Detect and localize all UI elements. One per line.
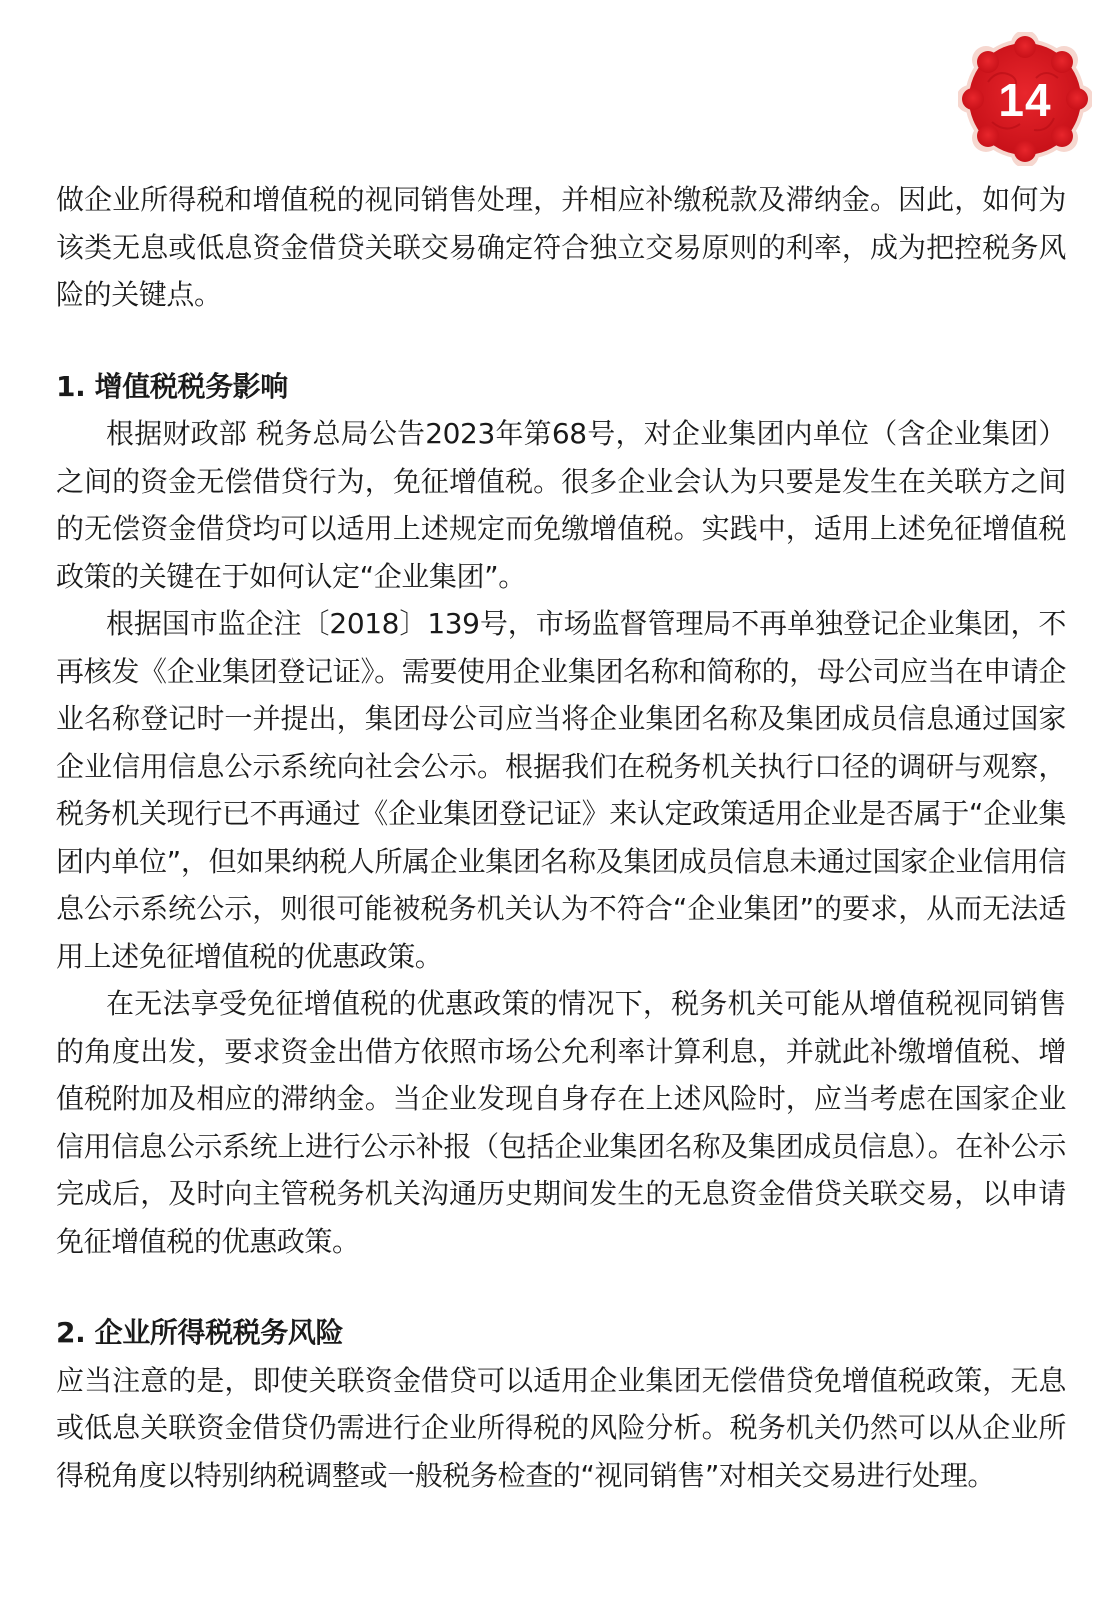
section-1-paragraph-3: 在无法享受免征增值税的优惠政策的情况下，税务机关可能从增值税视同销售的角度出发，要求资金出借方依照市场公允利率计算利息，并就此补缴增值税、增值税附加及相应的滞纳金。当企业发现自身存在上述风险时，应当考虑在国家企业信用信息公示系统上进行公示补报（包括企业集团名称及集团成员信息）。在补公示完成后，及时向主管税务机关沟通历史期间发生的无息资金借贷关联交易，以申请免征增值税的优惠政策。 (56, 987, 1066, 1258)
section-1-paragraph-2: 根据国市监企注〔2018〕139号，市场监督管理局不再单独登记企业集团，不再核发《企业集团登记证》。需要使用企业集团名称和简称的，母公司应当在申请企业名称登记时一并提出，集团母公司应当将企业集团名称及集团成员信息通过国家企业信用信息公示系统向社会公示。根据我们在税务机关执行口径的调研与观察，税务机关现行已不再通过《企业集团登记证》来认定政策适用企业是否属于“企业集团内单位”，但如果纳税人所属企业集团名称及集团成员信息未通过国家企业信用信息公示系统公示，则很可能被税务机关认为不符合“企业集团”的要求，从而无法适用上述免征增值税的优惠政策。 (56, 607, 1066, 973)
page-number: 14 (998, 74, 1052, 126)
document-body (56, 176, 1066, 1499)
section-2-paragraph-1: 应当注意的是，即使关联资金借贷可以适用企业集团无偿借贷免增值税政策，无息或低息关联资金借贷仍需进行企业所得税的风险分析。税务机关仍然可以从企业所得税角度以特别纳税调整或一般税务检查的“视同销售”对相关交易进行处理。 (56, 1363, 1066, 1492)
page-number-badge (958, 32, 1092, 166)
section-spacer (56, 1265, 1066, 1309)
intro-paragraph: 做企业所得税和增值税的视同销售处理，并相应补缴税款及滞纳金。因此，如何为该类无息或低息资金借贷关联交易确定符合独立交易原则的利率，成为把控税务风险的关键点。 (56, 183, 1066, 311)
section-1-heading: 1. 增值税税务影响 (56, 369, 288, 403)
section-2-heading: 2. 企业所得税税务风险 (56, 1316, 344, 1349)
section-1-paragraph-1: 根据财政部 税务总局公告2023年第68号，对企业集团内单位（含企业集团）之间的资金无偿借贷行为，免征增值税。很多企业会认为只要是发生在关联方之间的无偿资金借贷均可以适用上述规定而免缴增值税。实践中，适用上述免征增值税政策的关键在于如何认定“企业集团”。 (56, 417, 1066, 593)
section-spacer (56, 319, 1066, 363)
